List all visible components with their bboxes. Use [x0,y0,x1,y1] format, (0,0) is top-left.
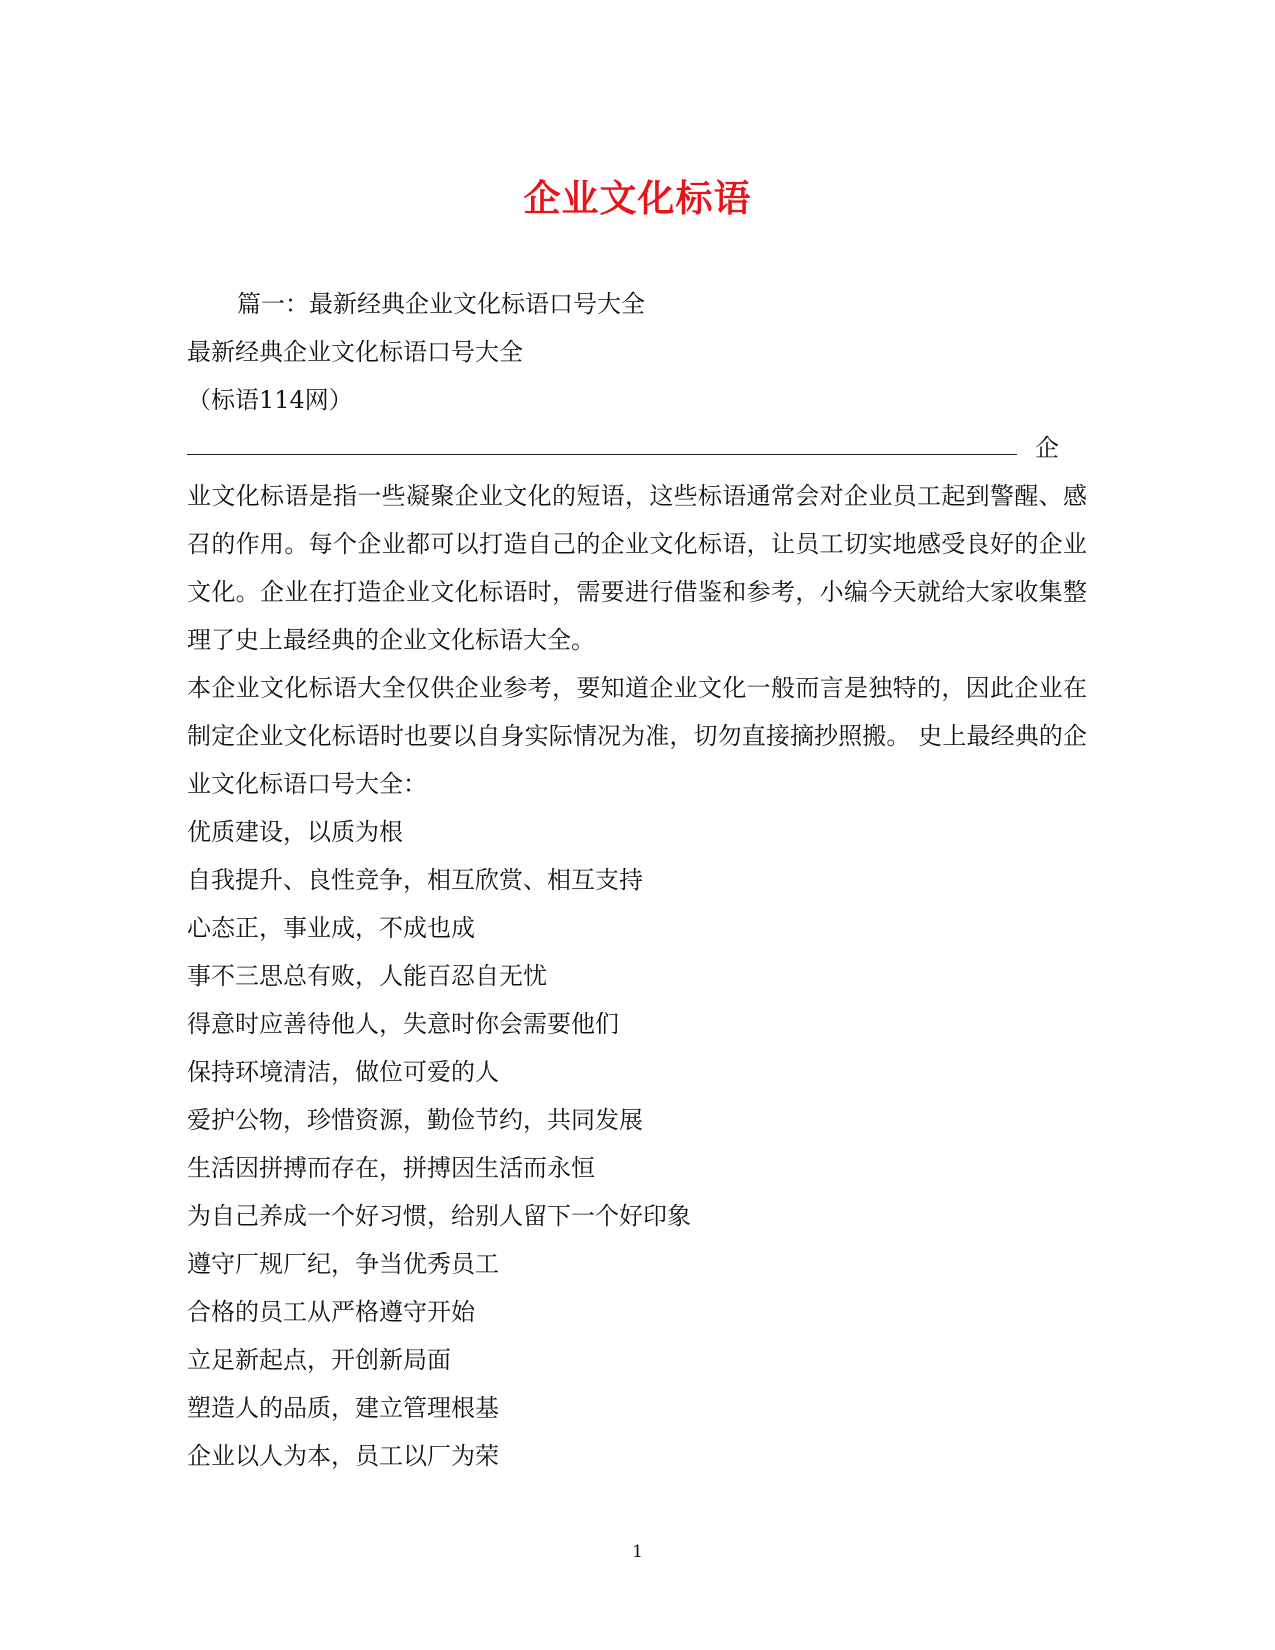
subtitle: 篇一：最新经典企业文化标语口号大全 [237,290,645,318]
intro-paragraph: 业文化标语是指一些凝聚企业文化的短语，这些标语通常会对企业员工起到警醒、感召的作用。每个企业都可以打造自己的企业文化标语，让员工切实地感受良好的企业文化。企业在打造企业文化标语时，需要进行借鉴和参考，小编今天就给大家收集整理了史上最经典的企业文化标语大全。 [187,482,1087,654]
horizontal-rule [187,454,1017,455]
slogan-item: 塑造人的品质，建立管理根基 [187,1394,499,1422]
slogan-item: 爱护公物，珍惜资源，勤俭节约，共同发展 [187,1106,643,1134]
slogan-item: 心态正，事业成，不成也成 [187,914,475,942]
document-title: 企业文化标语 [523,176,752,220]
slogan-item: 为自己养成一个好习惯，给别人留下一个好印象 [187,1202,691,1230]
note-paragraph: 本企业文化标语大全仅供企业参考，要知道企业文化一般而言是独特的，因此企业在制定企业文化标语时也要以自身实际情况为准，切勿直接摘抄照搬。 史上最经典的企业文化标语口号大全： [187,674,1087,798]
slogan-item: 优质建设，以质为根 [187,818,403,846]
slogan-item: 生活因拼搏而存在，拼搏因生活而永恒 [187,1154,595,1182]
document-body [187,280,1087,1480]
slogan-item: 立足新起点，开创新局面 [187,1346,451,1374]
slogan-item: 得意时应善待他人，失意时你会需要他们 [187,1010,619,1038]
heading: 最新经典企业文化标语口号大全 [187,338,523,366]
rule-line [187,424,1087,472]
slogan-item: 事不三思总有败，人能百忍自无忧 [187,962,547,990]
rule-tail-text: 企 [1035,434,1059,462]
slogan-item: 合格的员工从严格遵守开始 [187,1298,475,1326]
page-number: 1 [632,1542,643,1562]
slogan-item: 自我提升、良性竞争，相互欣赏、相互支持 [187,866,643,894]
slogan-item: 保持环境清洁，做位可爱的人 [187,1058,499,1086]
source-note: （标语114网） [187,386,353,414]
slogan-item: 企业以人为本，员工以厂为荣 [187,1442,499,1470]
slogan-item: 遵守厂规厂纪，争当优秀员工 [187,1250,499,1278]
